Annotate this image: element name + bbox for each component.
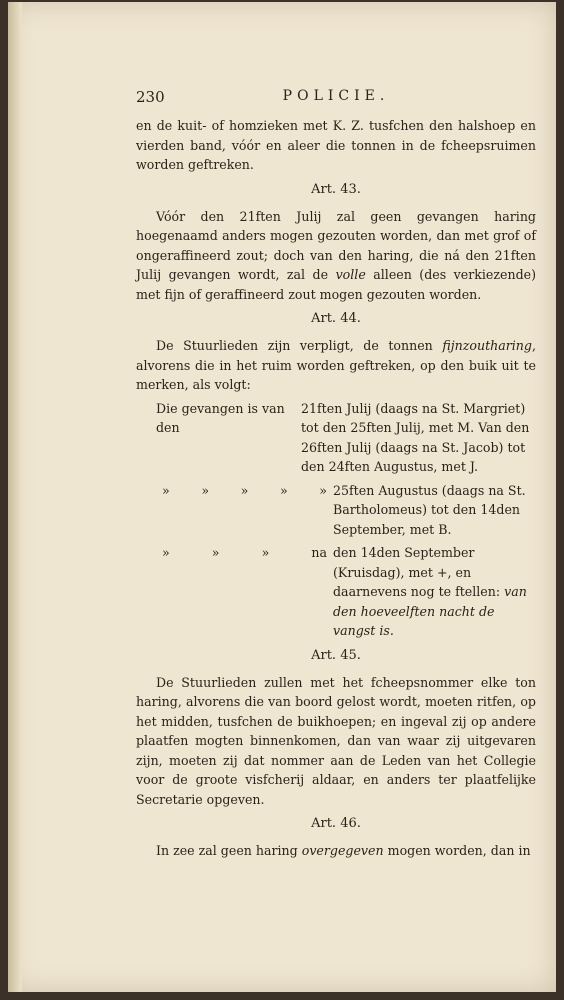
row-1-label: Die gevangen is van den [156, 400, 285, 435]
book-page [8, 2, 556, 992]
article-heading-44: Art. 44. [311, 311, 361, 326]
article-45-text: De Stuurlieden zullen met het fcheepsnommer elke ton haring, alvorens die van boord gelost wordt, moeten ritfen, op het midden, tusfchen de buikhoepen; en ingeval zij op andere plaatfen mogten binnenkomen, dan van waar zij uitgevaren zijn, moeten zij dat nommer aan de Leden van het Collegie voor de groote visfcherij aldaar, en anders ter plaatfelijke Secretarie opgeven. [136, 674, 536, 807]
emphasis-overgegeven: overgegeven [301, 843, 384, 858]
page-number: 230 [136, 88, 165, 106]
header-title: POLICIE. [282, 88, 390, 104]
page-text-block [136, 88, 536, 861]
row-2-ditto-marks: » » » » » [162, 482, 327, 498]
article-46-text: In zee zal geen haring overgegeven mogen worden, dan in [156, 843, 531, 858]
article-44-text: De Stuurlieden zijn verpligt, de tonnen fijnzoutharing, alvorens die in het ruim worden geftreken, op den buik uit te merken, als volgt: [136, 338, 536, 392]
running-header [136, 88, 536, 114]
marking-row-2 [136, 481, 536, 540]
row-1-desc: 21ften Julij (daags na St. Margriet) tot den 25ften Julij, met M. Van den 26ften Julij (daags na St. Jacob) tot den 24ften Augustus, met J. [301, 400, 530, 474]
row-3-desc: den 14den September (Kruisdag), met +, en daarnevens nog te ftellen: van den hoeveelften nacht de vangst is. [333, 545, 527, 638]
page-binding-edge [8, 2, 22, 992]
emphasis-fijnzoutharing: fijnzoutharing [442, 338, 532, 353]
marking-row-1 [136, 399, 536, 477]
article-heading-43: Art. 43. [311, 181, 361, 197]
article-heading-45: Art. 45. [311, 647, 361, 663]
row-3-ditto-marks: » » » na [162, 545, 327, 560]
article-43-text: Vóór den 21ften Julij zal geen gevangen haring hoegenaamd anders mogen gezouten worden, dan met grof of ongeraffineerd zout; doch van den haring, die ná den 21ften Julij gevangen wordt, zal de volle alleen (des verkiezende) met fijn of geraffineerd zout mogen gezouten worden. [136, 208, 536, 302]
emphasis-volle: volle [335, 267, 366, 282]
emphasis-vangst: van den hoeveelften nacht de vangst is. [333, 584, 527, 638]
article-heading-46: Art. 46. [311, 816, 361, 831]
paragraph-continued: en de kuit- of homzieken met K. Z. tusfchen den halshoep en vierden band, vóór en aleer die tonnen in de fcheepsruimen worden geftreken. [136, 118, 536, 172]
marking-row-3 [136, 543, 536, 641]
row-2-desc: 25ften Augustus (daags na St. Bartholomeus) tot den 14den September, met B. [333, 482, 526, 537]
